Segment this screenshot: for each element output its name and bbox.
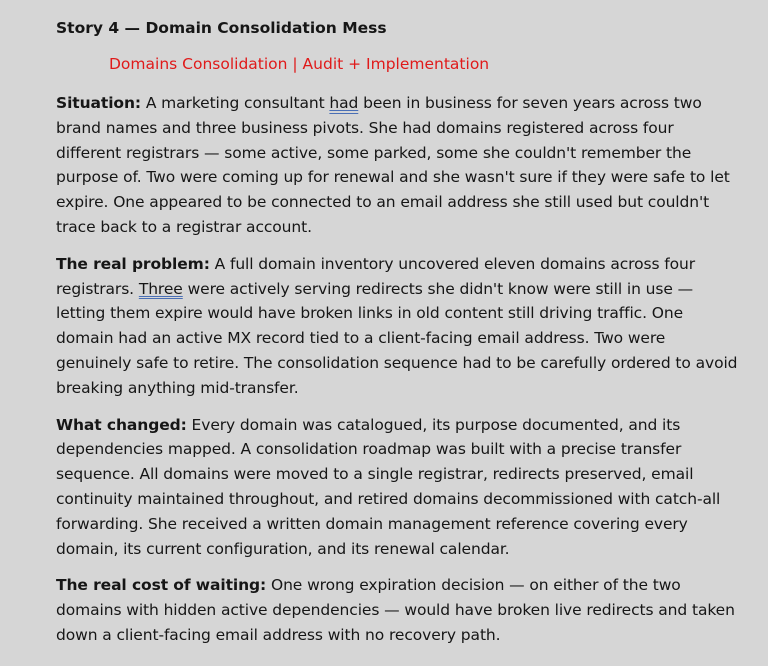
- situation-text-end: been in business for seven years across two brand names and three business pivots. She had domains registered across four different registrars — some active, some parked, some she couldn't remember the purpose of. Two were coming up for renewal and she wasn't sure if they were safe to let expire. One appeared to be connected to an email address she still used but couldn't trace back to a registrar account.: [56, 94, 730, 236]
- what-changed-label: What changed:: [56, 415, 187, 434]
- real-problem-label: The real problem:: [56, 254, 210, 273]
- cost-of-waiting-paragraph: [56, 573, 738, 647]
- real-problem-text-end: were actively serving redirects she didn't know were still in use — letting them expire would have broken links in old content still driving traffic. One domain had an active MX record tied to a client-facing email address. Two were genuinely safe to retire. The consolidation sequence had to be carefully ordered to avoid breaking anything mid-transfer.: [56, 279, 738, 397]
- situation-label: Situation:: [56, 94, 141, 112]
- story-title: Story 4 — Domain Consolidation Mess: [56, 19, 387, 37]
- document-subtitle: Domains Consolidation | Audit + Implementation: [109, 55, 490, 73]
- situation-paragraph: [56, 91, 738, 240]
- what-changed-text: Every domain was catalogued, its purpose documented, and its dependencies mapped. A consolidation roadmap was built with a precise transfer sequence. All domains were moved to a single registrar, redirects preserved, email continuity maintained throughout, and retired domains decommissioned with catch-all forwarding. She received a written domain management reference covering every domain, its current configuration, and its renewal calendar.: [56, 415, 721, 558]
- real-problem-paragraph: [56, 252, 738, 401]
- cost-of-waiting-label: The real cost of waiting:: [56, 576, 267, 595]
- real-problem-text-start: A full domain inventory uncovered eleven domains across four registrars.: [56, 254, 695, 298]
- proofing-flagged-word[interactable]: Three: [138, 279, 183, 298]
- situation-text-start: A marketing consultant: [145, 94, 325, 112]
- cost-of-waiting-text: One wrong expiration decision — on either of the two domains with hidden active dependencies — would have broken live redirects and taken down a client-facing email address with no recovery path.: [56, 576, 735, 644]
- what-changed-paragraph: [56, 413, 738, 562]
- proofing-flagged-word[interactable]: had: [329, 94, 359, 112]
